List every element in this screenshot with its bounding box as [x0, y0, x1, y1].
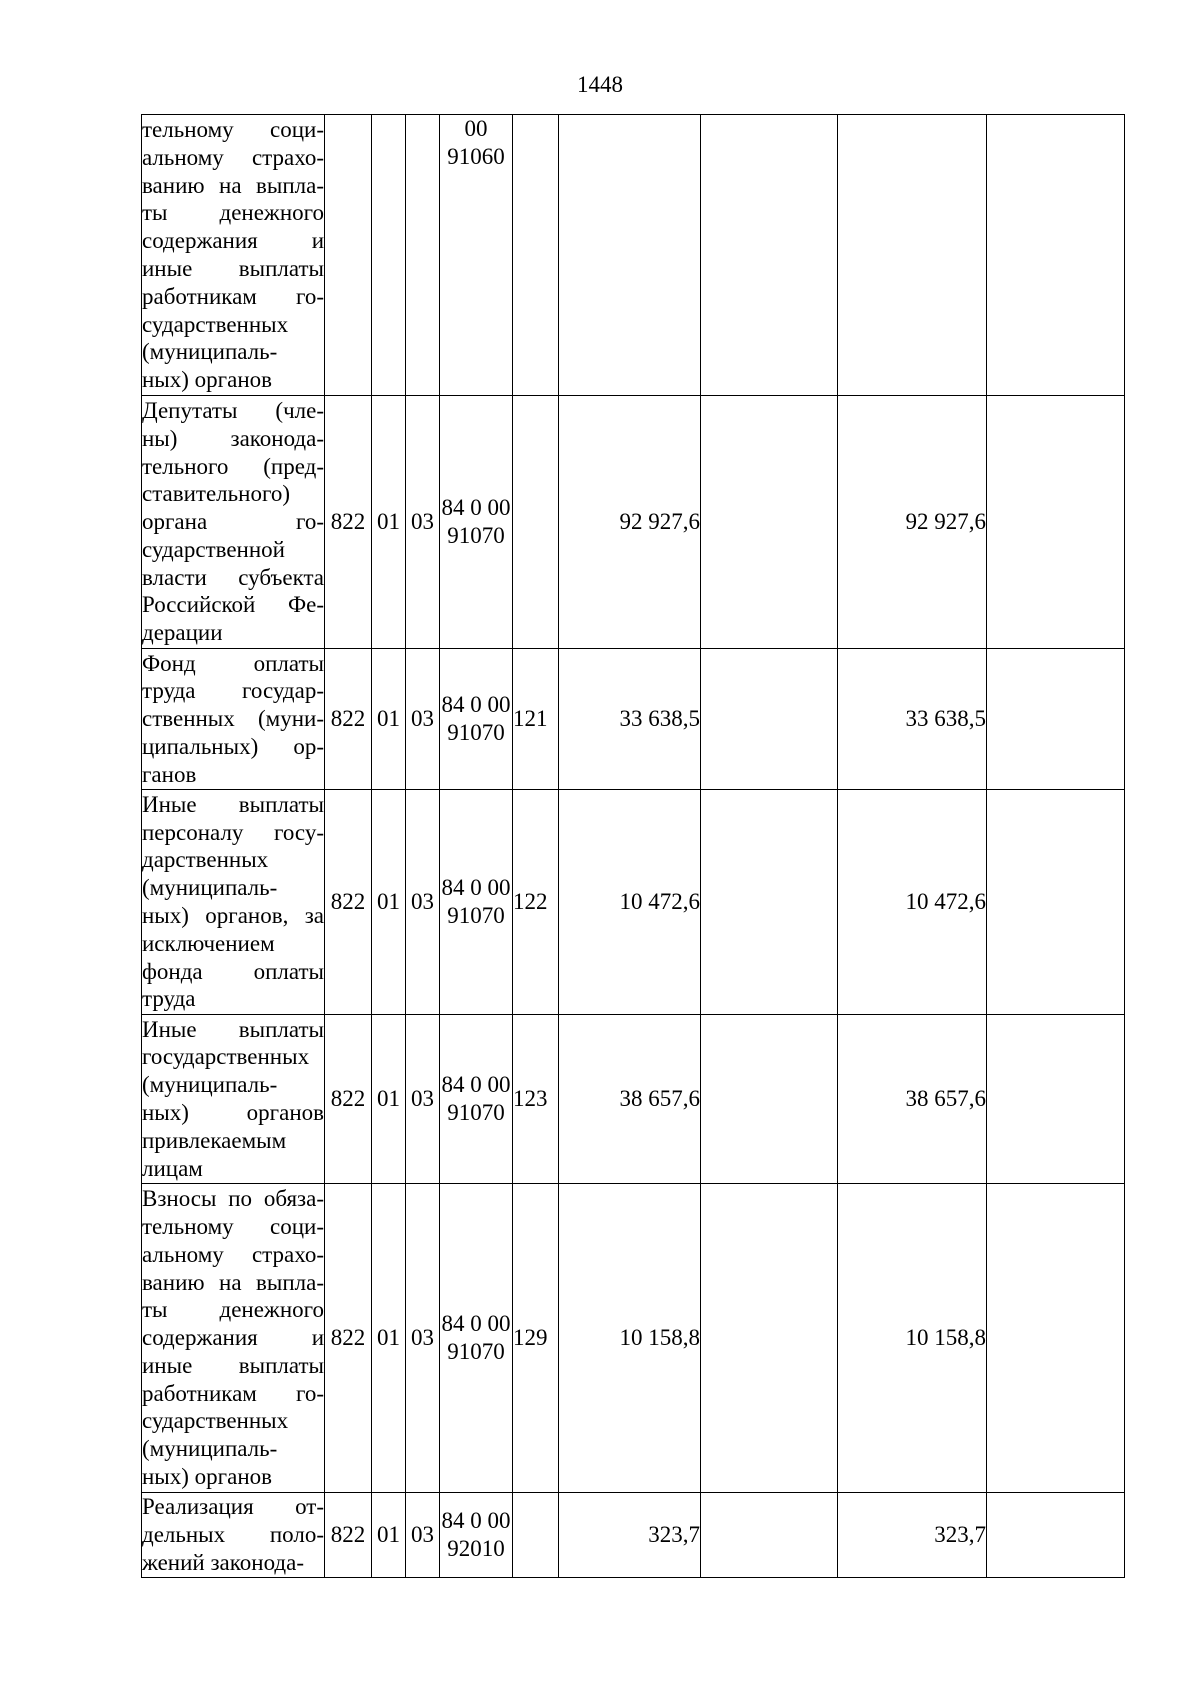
item-name: Депутаты (чле- ны) законода- тельного (пред- ставительного) органа го- сударственной власти субъекта Российской Фе- дерации: [142, 396, 325, 649]
section-code: 01: [372, 396, 406, 649]
expense-type-code: 121: [513, 649, 559, 790]
amount-4: [987, 1015, 1125, 1184]
section-code: 01: [372, 790, 406, 1015]
amount-2: [701, 115, 838, 396]
ministry-code: 822: [325, 396, 372, 649]
amount: 38 657,6: [559, 1015, 701, 1184]
amount-4: [987, 1184, 1125, 1493]
expense-type-code: [513, 396, 559, 649]
subsection-code: [406, 115, 440, 396]
amount-4: [987, 115, 1125, 396]
subsection-code: 03: [406, 1015, 440, 1184]
target-code: 84 0 00 91070: [440, 649, 513, 790]
target-code: 84 0 00 91070: [440, 1015, 513, 1184]
amount-2: [701, 1015, 838, 1184]
target-code: 84 0 00 91070: [440, 1184, 513, 1493]
amount-4: [987, 1493, 1125, 1578]
expense-type-code: 129: [513, 1184, 559, 1493]
target-code: 84 0 00 91070: [440, 396, 513, 649]
amount-4: [987, 396, 1125, 649]
amount-2: [701, 790, 838, 1015]
amount-3: 10 472,6: [838, 790, 987, 1015]
amount-2: [701, 1184, 838, 1493]
amount: 10 158,8: [559, 1184, 701, 1493]
expense-type-code: 122: [513, 790, 559, 1015]
amount: 10 472,6: [559, 790, 701, 1015]
budget-table: [141, 114, 1125, 1578]
table-row: [142, 1015, 1125, 1184]
page-number: 1448: [577, 72, 623, 97]
amount-3: 38 657,6: [838, 1015, 987, 1184]
target-code: 84 0 00 91070: [440, 790, 513, 1015]
subsection-code: 03: [406, 1493, 440, 1578]
amount: [559, 115, 701, 396]
table-row: [142, 115, 1125, 396]
amount-3: 323,7: [838, 1493, 987, 1578]
amount-4: [987, 649, 1125, 790]
target-code: 00 91060: [440, 115, 513, 396]
item-name: Иные выплаты государственных (муниципаль- ных) органов привлекаемым лицам: [142, 1015, 325, 1184]
amount: 323,7: [559, 1493, 701, 1578]
amount-3: 33 638,5: [838, 649, 987, 790]
section-code: 01: [372, 649, 406, 790]
subsection-code: 03: [406, 396, 440, 649]
expense-type-code: [513, 115, 559, 396]
expense-type-code: [513, 1493, 559, 1578]
table-row: [142, 790, 1125, 1015]
section-code: 01: [372, 1015, 406, 1184]
amount: 92 927,6: [559, 396, 701, 649]
ministry-code: 822: [325, 1015, 372, 1184]
amount-2: [701, 1493, 838, 1578]
expense-type-code: 123: [513, 1015, 559, 1184]
ministry-code: 822: [325, 1184, 372, 1493]
section-code: 01: [372, 1184, 406, 1493]
ministry-code: 822: [325, 1493, 372, 1578]
subsection-code: 03: [406, 790, 440, 1015]
item-name: тельному соци- альному страхо- ванию на выпла- ты денежного содержания и иные выплаты работникам го- сударственных (муниципаль- ных) органов: [142, 115, 325, 396]
ministry-code: [325, 115, 372, 396]
subsection-code: 03: [406, 1184, 440, 1493]
amount-4: [987, 790, 1125, 1015]
section-code: [372, 115, 406, 396]
section-code: 01: [372, 1493, 406, 1578]
table-row: [142, 396, 1125, 649]
item-name: Реализация от- дельных поло- жений законода-: [142, 1493, 325, 1578]
amount-2: [701, 396, 838, 649]
amount-3: 10 158,8: [838, 1184, 987, 1493]
item-name: Взносы по обяза- тельному соци- альному страхо- ванию на выпла- ты денежного содержания и иные выплаты работникам го- сударственных (муниципаль- ных) органов: [142, 1184, 325, 1493]
table-row: [142, 649, 1125, 790]
amount: 33 638,5: [559, 649, 701, 790]
subsection-code: 03: [406, 649, 440, 790]
target-code: 84 0 00 92010: [440, 1493, 513, 1578]
ministry-code: 822: [325, 649, 372, 790]
table-row: [142, 1493, 1125, 1578]
amount-3: 92 927,6: [838, 396, 987, 649]
item-name: Фонд оплаты труда государ- ственных (муни- ципальных) ор- ганов: [142, 649, 325, 790]
item-name: Иные выплаты персоналу госу- дарственных (муниципаль- ных) органов, за исключением фонда оплаты труда: [142, 790, 325, 1015]
table-row: [142, 1184, 1125, 1493]
amount-3: [838, 115, 987, 396]
amount-2: [701, 649, 838, 790]
ministry-code: 822: [325, 790, 372, 1015]
